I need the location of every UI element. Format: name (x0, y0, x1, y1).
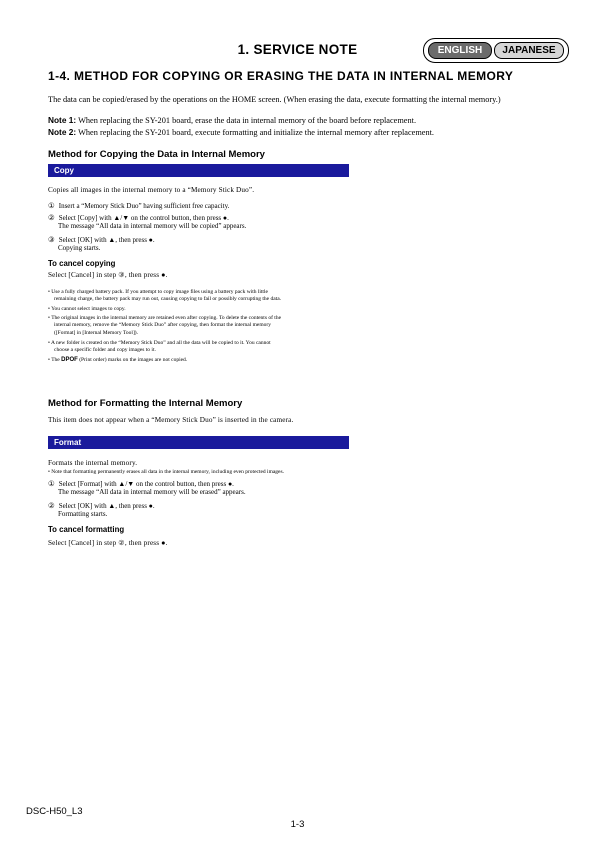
copy-bullet-cont: ([Format] in [Internal Memory Tool]). (54, 330, 138, 336)
page-title: 1. SERVICE NOTE (237, 42, 358, 57)
step-number: ③ (48, 235, 55, 244)
step-number: ① (48, 479, 55, 488)
format-note: • Note that formatting permanently erases all data in the internal memory, including even protected images. (48, 469, 285, 475)
copy-cancel-heading: To cancel copying (48, 259, 116, 268)
copy-bullet-cont: remaining charge, the battery pack may run out, causing copying to fail or possibly corrupting the data. (54, 296, 282, 302)
language-switcher (423, 38, 569, 63)
format-step-1 (48, 479, 234, 488)
format-heading: Method for Formatting the Internal Memory (48, 398, 243, 409)
format-step-1-sub: The message “All data in internal memory will be erased” appears. (58, 488, 246, 496)
lang-english-tab[interactable]: ENGLISH (428, 42, 492, 59)
copy-step-2 (48, 213, 229, 222)
note-1-text: When replacing the SY-201 board, erase the data in internal memory of the board before replacement. (78, 116, 417, 125)
lang-japanese-tab[interactable]: JAPANESE (494, 42, 564, 59)
step-text: Select [OK] with ▲, then press ●. (58, 502, 155, 510)
copy-bullet-dpof (48, 356, 187, 364)
intro-text: The data can be copied/erased by the operations on the HOME screen. (When erasing the data, execute formatting the internal memory.) (48, 95, 501, 104)
dpof-prefix: • The (48, 357, 60, 363)
copy-bullet: • You cannot select images to copy. (48, 306, 126, 312)
copy-bullet: • A new folder is created on the “Memory Stick Duo” and all the data will be copied to it. You cannot (48, 340, 271, 346)
copy-bar: Copy (48, 164, 349, 177)
format-cancel-heading: To cancel formatting (48, 525, 125, 534)
step-number: ① (48, 201, 55, 210)
step-number: ② (48, 501, 55, 510)
step-number: ② (48, 213, 55, 222)
step-text: Insert a “Memory Stick Duo” having sufficient free capacity. (58, 202, 230, 210)
note-2-text: When replacing the SY-201 board, execute formatting and initialize the internal memory after replacement. (78, 128, 434, 137)
format-description: This item does not appear when a “Memory Stick Duo” is inserted in the camera. (48, 416, 294, 424)
copy-step-1 (48, 201, 229, 210)
format-cancel-text: Select [Cancel] in step ②, then press ●. (48, 539, 168, 547)
note-2-label: Note 2: (48, 127, 77, 137)
copy-description: Copies all images in the internal memory to a “Memory Stick Duo”. (48, 186, 255, 194)
step-text: Select [Format] with ▲/▼ on the control button, then press ●. (58, 480, 234, 488)
step-text: Select [OK] with ▲, then press ●. (58, 236, 155, 244)
step-text: Select [Copy] with ▲/▼ on the control button, then press ●. (58, 214, 229, 222)
format-bar: Format (48, 436, 349, 449)
note-1 (48, 115, 416, 125)
copy-step-3 (48, 235, 155, 244)
format-step-2 (48, 501, 155, 510)
copy-bullet-cont: choose a specific folder and copy images to it. (54, 347, 156, 353)
copy-step-2-sub: The message “All data in internal memory will be copied” appears. (58, 222, 247, 230)
copy-heading: Method for Copying the Data in Internal Memory (48, 149, 265, 160)
dpof-mark: DPOF (61, 357, 78, 363)
copy-bullet: • Use a fully charged battery pack. If you attempt to copy image files using a battery pack with little (48, 289, 268, 295)
page-number: 1-3 (290, 819, 305, 830)
footer-model: DSC-H50_L3 (26, 806, 83, 817)
copy-bullet: • The original images in the internal memory are retained even after copying. To delete the contents of the (48, 315, 282, 321)
format-step-2-sub: Formatting starts. (58, 510, 108, 518)
copy-step-3-sub: Copying starts. (58, 244, 101, 252)
copy-bullet-cont: internal memory, remove the “Memory Stick Duo” after copying, then format the internal memory (54, 322, 271, 328)
format-description-2: Formats the internal memory. (48, 459, 138, 467)
note-2 (48, 127, 434, 137)
dpof-suffix: (Print order) marks on the images are not copied. (79, 357, 188, 363)
section-heading: 1-4. METHOD FOR COPYING OR ERASING THE DATA IN INTERNAL MEMORY (48, 69, 514, 83)
note-1-label: Note 1: (48, 115, 77, 125)
copy-cancel-text: Select [Cancel] in step ③, then press ●. (48, 271, 168, 279)
